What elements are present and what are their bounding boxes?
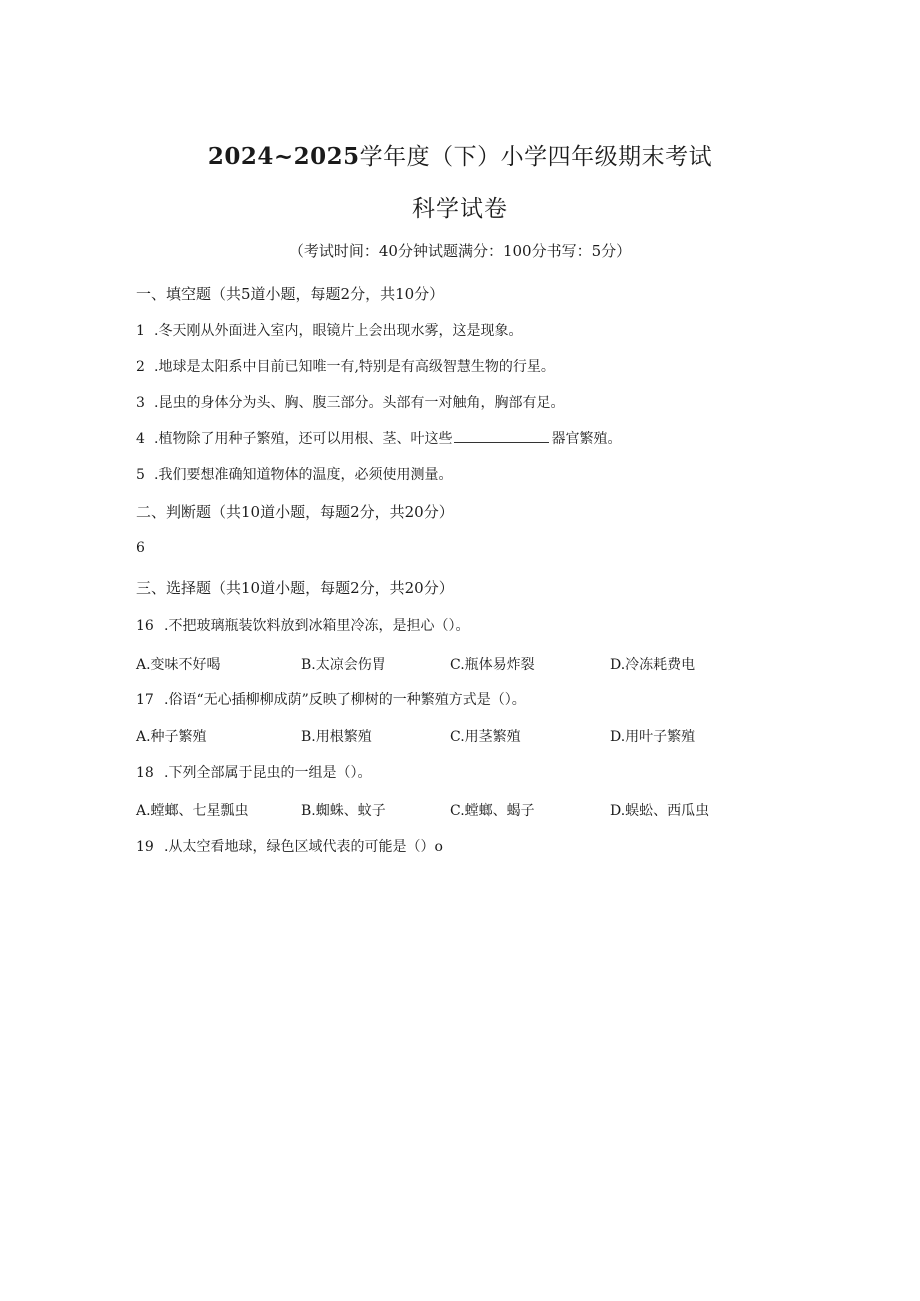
question-text: .我们要想准确知道物体的温度，必须使用测量。	[154, 467, 453, 483]
question-number: 4	[136, 431, 145, 447]
question-text: .俗语“无心插柳柳成荫”反映了柳树的一种繁殖方式是（）。	[164, 692, 526, 708]
question-number: 2	[136, 359, 145, 375]
option-a[interactable]: A.变味不好喝	[136, 657, 221, 673]
title-text: 学年度（下）小学四年级期末考试	[359, 144, 713, 170]
question-text: .下列全部属于昆虫的一组是（）。	[164, 765, 372, 781]
section2-body: 6	[136, 540, 145, 556]
question-number: 19	[136, 839, 154, 855]
section2-heading: 二、判断题（共10道小题，每题2分，共20分）	[136, 503, 454, 521]
option-a[interactable]: A.螳螂、七星瓢虫	[136, 803, 249, 819]
option-d[interactable]: D.蜈蚣、西瓜虫	[610, 803, 710, 819]
option-a[interactable]: A.种子繁殖	[136, 729, 207, 745]
question-number: 16	[136, 618, 154, 634]
question-19	[136, 836, 443, 856]
question-number: 3	[136, 395, 145, 411]
exam-subtitle: 科学试卷	[412, 196, 508, 222]
question-number: 18	[136, 765, 154, 781]
question-number: 17	[136, 692, 154, 708]
question-4	[136, 428, 621, 448]
exam-info: （考试时间：40分钟试题满分：100分书写：5分）	[288, 242, 632, 260]
option-c[interactable]: C.瓶体易炸裂	[450, 657, 535, 673]
question-text: .昆虫的身体分为头、胸、腹三部分。头部有一对触角，胸部有足。	[154, 395, 565, 411]
answer-blank[interactable]	[454, 430, 549, 443]
question-5	[136, 464, 452, 484]
option-b[interactable]: B.用根繁殖	[301, 729, 372, 745]
section1-heading: 一、填空题（共5道小题，每题2分，共10分）	[136, 285, 445, 303]
question-16	[136, 615, 469, 635]
question-text-before: .植物除了用种子繁殖，还可以用根、茎、叶这些	[154, 431, 453, 447]
option-d[interactable]: D.冷冻耗费电	[610, 657, 696, 673]
question-18	[136, 762, 371, 782]
question-number: 1	[136, 323, 145, 339]
question-17	[136, 689, 526, 709]
title-years: 2024~2025	[207, 143, 360, 170]
option-c[interactable]: C.螳螂、蝎子	[450, 803, 535, 819]
question-text-after: 器官繁殖。	[551, 431, 622, 447]
question-text: .不把玻璃瓶装饮料放到冰箱里冷冻，是担心（）。	[164, 618, 470, 634]
question-text: .从太空看地球，绿色区域代表的可能是（）o	[164, 839, 443, 855]
section3-heading: 三、选择题（共10道小题，每题2分，共20分）	[136, 579, 454, 597]
option-b[interactable]: B.太凉会伤胃	[301, 657, 386, 673]
option-d[interactable]: D.用叶子繁殖	[610, 729, 696, 745]
question-2	[136, 356, 555, 376]
exam-title	[0, 138, 920, 171]
question-3	[136, 392, 564, 412]
question-number: 5	[136, 467, 145, 483]
question-1	[136, 320, 522, 340]
question-text: .地球是太阳系中目前已知唯一有,特别是有高级智慧生物的行星。	[154, 359, 555, 375]
option-c[interactable]: C.用茎繁殖	[450, 729, 521, 745]
option-b[interactable]: B.蜘蛛、蚊子	[301, 803, 386, 819]
question-text: .冬天刚从外面进入室内，眼镜片上会出现水雾，这是现象。	[154, 323, 523, 339]
